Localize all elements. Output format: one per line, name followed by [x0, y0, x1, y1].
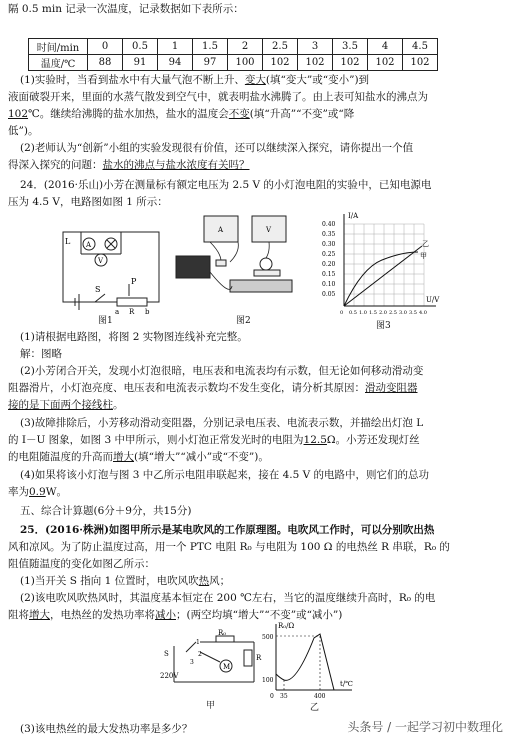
label-r: R	[129, 308, 135, 316]
text: 的 I－U 图象，如图 3 中甲所示，则小灯泡正常发光时的电阻为	[8, 434, 304, 446]
intro-line: 隔 0.5 min 记录一次温度，记录数据如下表所示：	[8, 3, 244, 15]
label-b: b	[145, 308, 150, 316]
t3-line: (3)该电热丝的最大发热功率是多少？	[20, 723, 193, 735]
q2-line-2	[8, 158, 250, 172]
p25-line-3: 阻值随温度的变化如图乙所示：	[8, 558, 155, 570]
text: 风；	[209, 575, 231, 587]
s3-line-2	[8, 433, 420, 447]
table-cell: 3	[298, 39, 333, 55]
s3-line-3	[8, 450, 269, 464]
table-cell: 91	[123, 55, 158, 71]
y-tick: 0.05	[322, 291, 336, 298]
y-tick: 0.15	[322, 271, 336, 278]
answer-blank: 不变	[228, 108, 250, 120]
answer-blank: 热	[198, 575, 210, 587]
label-p: P	[131, 277, 137, 286]
r0-temperature-graph-yi	[262, 620, 357, 702]
y-tick-500: 500	[262, 634, 274, 641]
watermark: 头条号 / 一起学习初中数理化	[343, 716, 507, 737]
table-cell: 3.5	[333, 39, 368, 55]
table-cell: 100	[228, 55, 263, 71]
fig1-caption: 图1	[98, 316, 113, 326]
text: 。	[113, 399, 124, 411]
y-tick: 0.20	[322, 261, 336, 268]
text: (填“变大”或“变小”)到	[265, 74, 370, 86]
x-tick: 3.5	[409, 310, 417, 316]
curve-label-jia: 甲	[420, 252, 427, 260]
y-tick: 0.40	[322, 221, 336, 228]
p24-line-1: 24．(2016·乐山)小芳在测量标有额定电压为 2.5 V 的小灯泡电阻的实验中，已知电源电	[20, 179, 432, 191]
y-axis-label: I/A	[348, 212, 359, 220]
s2-line-2	[8, 381, 418, 395]
table-cell: 102	[263, 55, 298, 71]
x-tick: 4.0	[419, 310, 427, 316]
label-2: 2	[198, 651, 202, 658]
circuit-diagram-fig1	[55, 214, 165, 314]
text: ℃。继续给沸腾的盐水加热，盐水的温度会	[28, 108, 229, 120]
table-cell: 2.5	[263, 39, 298, 55]
x-tick: 1.5	[369, 310, 377, 316]
answer-blank: 接的是下面两个接线柱	[8, 399, 113, 411]
label-v: V	[98, 257, 104, 265]
text: 率为	[8, 486, 29, 498]
x-tick: 2.5	[389, 310, 397, 316]
jia-caption: 甲	[206, 701, 216, 711]
label-a: A	[86, 241, 92, 249]
x-tick: 3.0	[399, 310, 407, 316]
q1-line-1	[20, 73, 369, 87]
hairdryer-circuit-jia	[160, 629, 262, 694]
voltmeter-label: V	[266, 226, 272, 234]
table-cell: 88	[88, 55, 123, 71]
answer-blank: 盐水的沸点与盐水浓度有关吗？	[102, 159, 250, 171]
text: (填“升高”“不变”或“降	[249, 108, 355, 120]
t1-line	[20, 574, 230, 588]
label-3: 3	[190, 659, 194, 666]
p25-line-2: 风和凉风。为了防止温度过高，用一个 PTC 电阻 R₀ 与电阻为 100 Ω 的电热丝 R 串联，R₀ 的	[8, 541, 450, 553]
q2-line-1: (2)老师认为“创新”小组的实验发现很有价值，还可以继续深入探究，请你提出一个值	[20, 142, 414, 154]
label-1: 1	[196, 639, 200, 646]
q1-line-4: 低”)。	[8, 125, 39, 137]
s2-line-1: (2)小芳闭合开关，发现小灯泡很暗，电压表和电流表均有示数，但无论如何移动滑动变	[20, 365, 424, 377]
text: W。	[45, 486, 67, 498]
text: 的电阻随温度的升高而	[8, 451, 113, 463]
t2-line-1: (2)该电吹风吹热风时，其温度基本恒定在 200 ℃左右，当它的温度继续升高时，R₀ 的电	[20, 592, 436, 604]
x-tick-35: 35	[280, 693, 288, 700]
table-cell: 0	[88, 39, 123, 55]
answer-blank: 12.5	[303, 434, 327, 446]
fig2-caption: 图2	[236, 316, 251, 326]
x-tick-0: 0	[270, 693, 274, 700]
text: 得深入探究的问题：	[8, 159, 103, 171]
table-cell: 94	[158, 55, 193, 71]
table-row	[29, 55, 438, 71]
s4-line-1: (4)如果将该小灯泡与图 3 中乙所示电阻串联起来，接在 4.5 V 的电路中，则它们的总功	[20, 469, 430, 481]
table-cell: 102	[333, 55, 368, 71]
q1-line-2: 液面破裂开来，里面的水蒸气散发到空气中，就表明盐水沸腾了。由上表可知盐水的沸点为	[8, 91, 428, 103]
table-cell: 102	[368, 55, 403, 71]
text: ，电热丝的发热功率将	[50, 609, 155, 621]
x-tick: 0.5	[349, 310, 357, 316]
x-tick-400: 400	[314, 693, 326, 700]
table-cell: 97	[193, 55, 228, 71]
iu-graph-fig3	[322, 210, 442, 322]
table-cell: 温度/℃	[29, 55, 88, 71]
answer-blank: 滑动变阻器	[365, 382, 418, 394]
q1-line-3	[8, 107, 354, 121]
yi-caption: 乙	[310, 703, 320, 713]
text: (填“增大”“减小”或“不变”)。	[134, 451, 269, 463]
label-s-switch: S	[164, 650, 169, 658]
ammeter-label: A	[218, 226, 224, 234]
text: 阻器滑片，小灯泡亮度、电压表和电流表示数均不发生变化，请分析其原因：	[8, 382, 365, 394]
table-row	[29, 39, 438, 55]
s1-answer: 解：图略	[20, 348, 62, 360]
label-a-end: a	[115, 308, 120, 316]
answer-blank: 增大	[29, 609, 50, 621]
s2-line-3	[8, 398, 124, 412]
table-cell: 102	[298, 55, 333, 71]
label-r0: R₀	[218, 629, 227, 637]
text: (1)实验时，当看到盐水中有大量气泡不断上升、	[20, 74, 245, 86]
answer-blank: 102	[8, 108, 29, 120]
x-tick: 1.0	[359, 310, 367, 316]
text: (1)当开关 S 指向 1 位置时，电吹风吹	[20, 575, 199, 587]
temperature-table	[28, 38, 438, 71]
x-axis-label: U/V	[426, 296, 440, 304]
y-tick-100: 100	[262, 677, 274, 684]
table-cell: 0.5	[123, 39, 158, 55]
label-r-heater: R	[256, 654, 262, 662]
p24-line-2: 压为 4.5 V，电路图如图 1 所示：	[8, 196, 168, 208]
table-cell: 时间/min	[29, 39, 88, 55]
s4-line-2	[8, 485, 67, 499]
table-cell: 4.5	[403, 39, 438, 55]
label-220v: 220V	[160, 672, 179, 680]
s3-line-1: (3)故障排除后，小芳移动滑动变阻器，分别记录电压表、电流表示数，并描绘出灯泡 L	[20, 417, 424, 429]
label-l: L	[65, 237, 71, 246]
curve-label-yi: 乙	[422, 240, 429, 248]
table-cell: 1.5	[193, 39, 228, 55]
x-axis-label: t/℃	[340, 680, 354, 688]
answer-blank: 增大	[113, 451, 134, 463]
text: 阻将	[8, 609, 29, 621]
section-5-heading: 五、综合计算题(6分＋9分，共15分)	[20, 505, 192, 517]
answer-blank: 0.9	[29, 486, 46, 498]
text: ；(两空均填“增大”“不变”或“减小”)	[176, 609, 343, 621]
apparatus-fig2	[170, 212, 305, 312]
label-s: S	[95, 285, 101, 294]
table-cell: 102	[403, 55, 438, 71]
table-cell: 1	[158, 39, 193, 55]
table-cell: 4	[368, 39, 403, 55]
y-tick: 0.30	[322, 241, 336, 248]
answer-blank: 减小	[155, 609, 176, 621]
y-axis-label: R₀/Ω	[278, 622, 295, 630]
label-motor: M	[223, 663, 231, 671]
x-tick: 2.0	[379, 310, 387, 316]
answer-blank: 变大	[244, 74, 266, 86]
table-cell: 2	[228, 39, 263, 55]
y-tick: 0.35	[322, 231, 336, 238]
s1-line: (1)请根据电路图，将图 2 实物图连线补充完整。	[20, 331, 248, 343]
text: Ω。小芳还发现灯丝	[326, 434, 420, 446]
fig3-caption: 图3	[376, 321, 391, 331]
y-tick: 0.10	[322, 281, 336, 288]
y-tick: 0.25	[322, 251, 336, 258]
x-tick: 0	[340, 310, 344, 316]
p25-line-1: 25．(2016·株洲)如图甲所示是某电吹风的工作原理图。电吹风工作时，可以分别吹出热	[20, 524, 435, 536]
